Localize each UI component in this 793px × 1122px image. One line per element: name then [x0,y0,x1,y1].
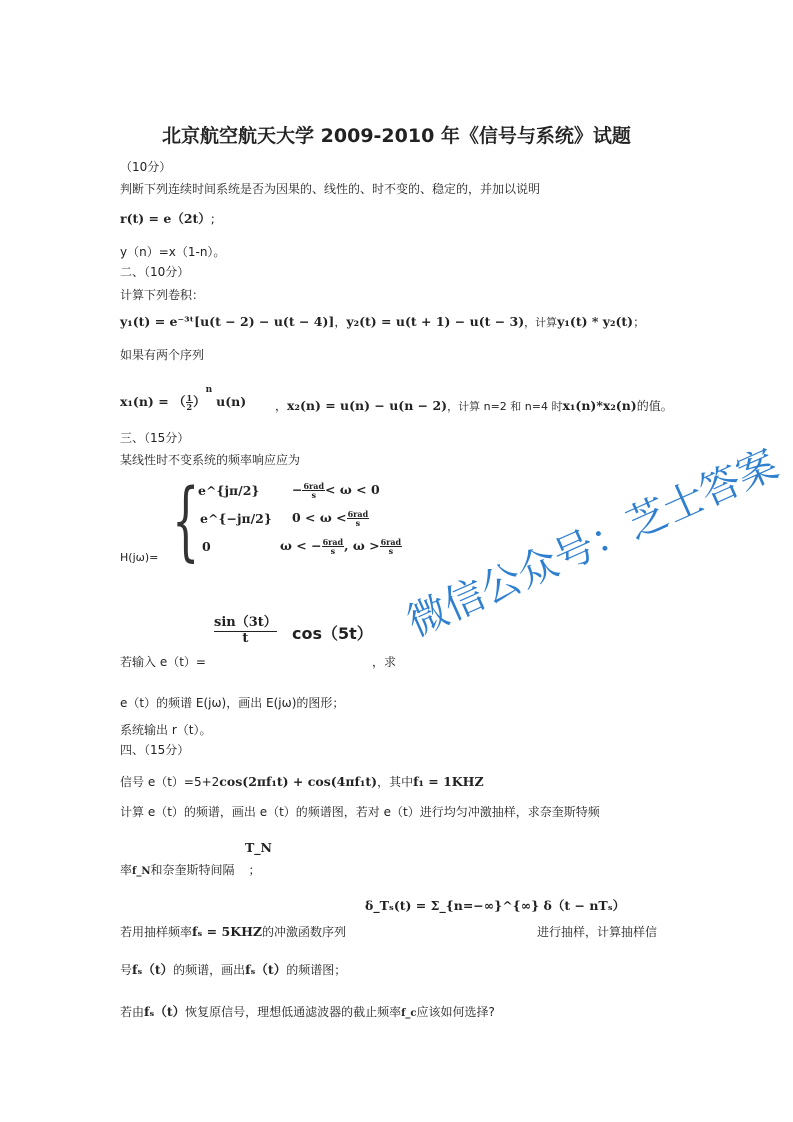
q2-heading: 二、（10分） [120,265,190,279]
text: 的值。 [636,399,673,413]
punct: ； [633,315,646,329]
num: sin（3t） [214,616,277,632]
punct: ， [334,315,347,329]
num: 6rad [322,537,344,547]
punct: ; [210,212,215,226]
paren: ） [193,394,206,409]
f1-formula: f₁ = 1KHZ [413,774,484,789]
text: 的频谱，画出 [173,963,246,977]
num: 1 [186,393,193,403]
watermark: 微信公众号：芝士答案 [400,441,785,647]
text: 率 [120,863,133,877]
q4-line2: 计算 e（t）的频谱，画出 e（t）的频谱图，若对 e（t）进行均匀冲激抽样，求奈奎斯特频 [120,805,600,819]
q1-prompt: 判断下列连续时间系统是否为因果的、线性的、时不变的、稳定的，并加以说明 [120,182,541,196]
text: 和奈奎斯特间隔 [150,863,235,877]
h-row-3-value: 0 [202,539,211,554]
fs-t-symbol: fₛ（t） [132,962,174,977]
tn-symbol: T_N [245,840,272,855]
den: s [355,518,361,528]
den: t [242,631,249,647]
conv1-formula: y₁(t) * y₂(t) [557,314,634,329]
fs-t-symbol: fₛ（t） [144,1004,186,1019]
text: 的冲激函数序列 [262,925,347,939]
piecewise-brace: { [172,471,200,571]
x2-formula: x₂(n) = u(n) − u(n − 2) [287,398,448,413]
q1-formula-a: r(t) = e（2t） [120,211,211,226]
q1-formula-b: y（n）=x（1-n）。 [120,245,226,259]
num: 6rad [303,481,325,491]
input-fraction [214,616,277,647]
cond: < ω < 0 [325,482,380,497]
fs-formula: fₛ = 5KHZ [192,924,262,939]
fc-symbol: f_c [401,1008,417,1019]
cond: 0 < ω < [292,510,347,525]
den: 2 [186,402,193,412]
text: 应该如何选择? [416,1005,495,1019]
seq-prompt: 如果有两个序列 [120,348,205,362]
text: 信号 e（t）=5+2 [120,775,220,789]
h-label: H(jω)= [120,551,159,564]
den: s [388,546,394,556]
cond: − [292,482,303,497]
input-end: ，求 [372,655,397,669]
h-row-2-value: e^{−jπ/2} [200,511,272,526]
fs-t-symbol: fₛ（t） [245,962,287,977]
fn-symbol: f_N [132,866,151,877]
q2-prompt: 计算下列卷积： [120,288,205,302]
q3-sub1: e（t）的频谱 E(jω)，画出 E(jω)的图形； [120,696,345,710]
y1-formula: y₁(t) = e⁻³ᵗ[u(t − 2) − u(t − 4)] [120,314,335,329]
text: 恢复原信号，理想低通滤波器的截止频率 [185,1005,402,1019]
punct: ； [248,863,261,877]
q1-score: （10分） [120,160,172,174]
x1-exponent: n [205,385,213,395]
text: 的频谱图； [286,963,347,977]
text: ，计算 n=2 和 n=4 时 [447,400,563,413]
den: s [330,546,336,556]
text: 若用抽样频率 [120,925,193,939]
num: 6rad [380,537,402,547]
text: 号 [120,963,133,977]
delta-formula: δ_Tₛ(t) = Σ_{n=−∞}^{∞} δ（t − nTₛ） [365,898,626,913]
x1-lhs: x₁(n) = （ [120,394,186,409]
num: 6rad [347,509,369,519]
text: ，其中 [377,775,414,789]
conv2-formula: x₁(n)*x₂(n) [562,398,637,413]
den: s [311,490,317,500]
input-label: 若输入 e（t）= [120,655,206,669]
q4-heading: 四、（15分） [120,743,190,757]
text: 若由 [120,1005,145,1019]
q3-prompt: 某线性时不变系统的频率响应应为 [120,453,301,467]
cond: , ω > [344,538,380,553]
signal-formula: cos(2πf₁t) + cos(4πf₁t) [219,774,378,789]
punct: ， [275,399,288,413]
q4-line4-end: 进行抽样，计算抽样信 [537,925,658,939]
input-cos: cos（5t） [292,624,373,643]
q3-sub2: 系统输出 r（t）。 [120,723,212,737]
x1-fraction [186,394,194,411]
q3-heading: 三、（15分） [120,431,190,445]
h-row-1-value: e^{jπ/2} [198,483,260,498]
x1-u: u(n) [216,394,247,409]
page-title: 北京航空航天大学 2009-2010 年《信号与系统》试题 [162,125,631,147]
cond: ω < − [280,538,322,553]
y2-formula: y₂(t) = u(t + 1) − u(t − 3) [346,314,525,329]
text: ，计算 [524,316,558,329]
